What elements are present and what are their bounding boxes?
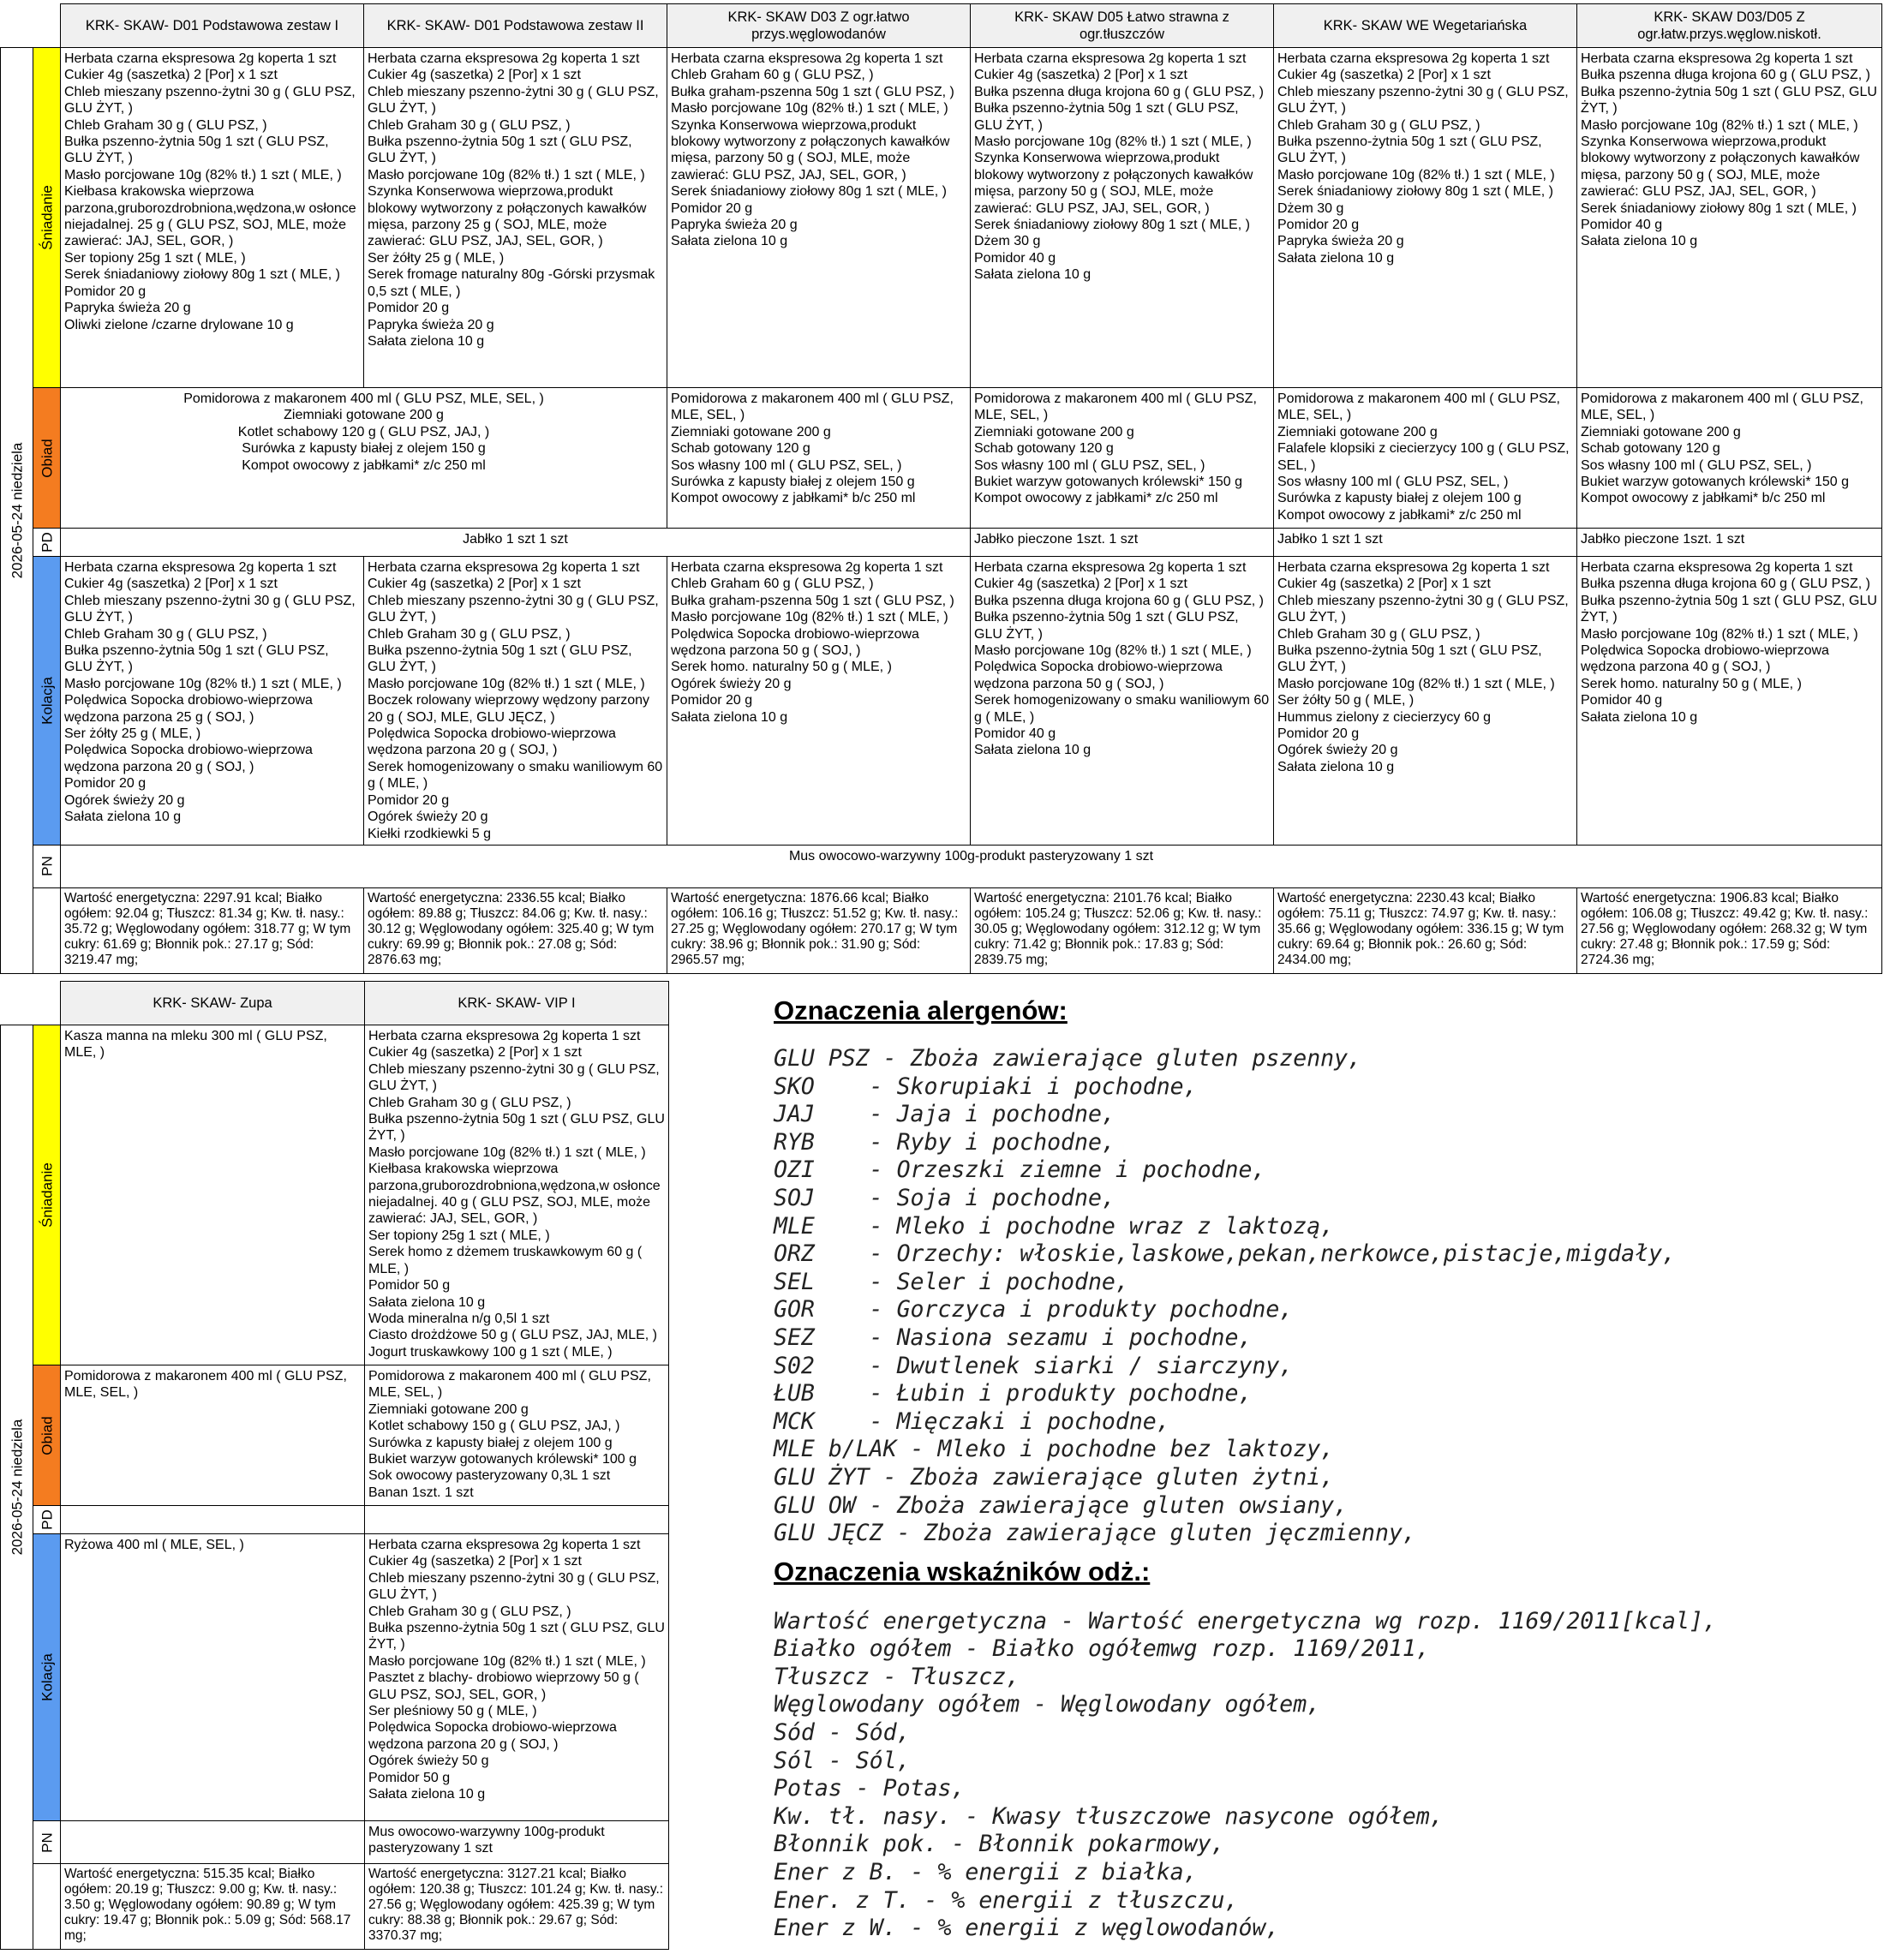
menu-cell: [61, 48, 364, 388]
menu-item: Chleb Graham 30 g ( GLU PSZ, ): [368, 1604, 571, 1619]
menu-item: Sałata zielona 10 g: [64, 810, 182, 825]
menu-item: Chleb Graham 30 g ( GLU PSZ, ): [64, 626, 267, 642]
menu-item: Bukiet warzyw gotowanych królewski* 100 g: [368, 1452, 637, 1467]
menu-item: Pomidor 20 g: [1277, 218, 1360, 233]
menu-item: Szynka Konserwowa wieprzowa,produkt blokowy wytworzony z połączonych kawałków mięsa, parzony 25 g ( SOJ, MLE, może zawierać: GLU PSZ, JAJ, SEL, GOR, ): [368, 184, 647, 249]
menu-item: Ziemniaki gotowane 200 g: [974, 424, 1134, 439]
menu-item: Ogórek świeży 20 g: [671, 676, 792, 691]
corner-cell: [1, 4, 61, 48]
menu-item: Herbata czarna ekspresowa 2g koperta 1 szt: [368, 1538, 641, 1552]
menu-item: Szynka Konserwowa wieprzowa,produkt blokowy wytworzony z połączonych kawałków mięsa, parzony 50 g ( SOJ, MLE, może zawierać: GLU PSZ, JAJ, SEL, GOR, ): [671, 117, 950, 182]
menu-item: Chleb mieszany pszenno-żytni 30 g ( GLU PSZ, GLU ŻYT, ): [1277, 84, 1569, 117]
menu-item: Serek śniadaniowy ziołowy 80g 1 szt ( MLE, ): [1581, 200, 1857, 216]
legend-line: SKO - Skorupiaki i pochodne,: [774, 1073, 1198, 1100]
menu-item: Schab gotowany 120 g: [974, 441, 1114, 457]
menu-item: Herbata czarna ekspresowa 2g koperta 1 szt: [974, 51, 1247, 66]
menu-item: Kompot owocowy z jabłkami* b/c 250 ml: [671, 491, 916, 506]
menu-item: Schab gotowany 120 g: [1581, 441, 1720, 457]
menu-item: Kasza manna na mleku 300 ml ( GLU PSZ, MLE, ): [64, 1029, 327, 1061]
menu-cell: [971, 388, 1274, 529]
menu-item: Kompot owocowy z jabłkami* b/c 250 ml: [1581, 491, 1826, 506]
menu-item: Sok owocowy pasteryzowany 0,3L 1 szt: [368, 1468, 611, 1484]
menu-item: Serek śniadaniowy ziołowy 80g 1 szt ( MLE, ): [974, 218, 1250, 233]
menu-item: Chleb Graham 30 g ( GLU PSZ, ): [64, 117, 267, 133]
menu-item: Boczek rolowany wieprzowy wędzony parzony 20 g ( SOJ, MLE, GLU JĘCZ, ): [368, 693, 650, 725]
menu-item: Pomidor 40 g: [1581, 693, 1663, 708]
meal-label-sniadanie: Śniadanie: [33, 48, 61, 388]
menu-item: Kotlet schabowy 120 g ( GLU PSZ, JAJ, ): [237, 424, 490, 439]
menu-item: Chleb mieszany pszenno-żytni 30 g ( GLU PSZ, GLU ŻYT, ): [1277, 593, 1569, 625]
menu-item: Ser żółty 25 g ( MLE, ): [64, 726, 201, 742]
menu-cell: [1274, 48, 1577, 388]
menu-item: Sałata zielona 10 g: [1581, 234, 1698, 249]
menu-item: Surówka z kapusty białej z olejem 150 g: [242, 441, 486, 457]
menu-item: Pomidorowa z makaronem 400 ml ( GLU PSZ, MLE, SEL, ): [183, 391, 544, 406]
diet-header: KRK- SKAW- Zupa: [61, 982, 365, 1025]
menu-item: Bułka pszenno-żytnia 50g 1 szt ( GLU PSZ, GLU ŻYT, ): [368, 643, 632, 675]
menu-item: Chleb mieszany pszenno-żytni 30 g ( GLU PSZ, GLU ŻYT, ): [64, 593, 356, 625]
meal-label-sniadanie: Śniadanie: [33, 1025, 61, 1365]
menu-item: Masło porcjowane 10g (82% tł.) 1 szt ( MLE, ): [974, 643, 1252, 659]
menu-item: Herbata czarna ekspresowa 2g koperta 1 szt: [368, 1029, 641, 1043]
legend-line: GLU JĘCZ - Zboża zawierające gluten jęczmienny,: [774, 1520, 1416, 1547]
menu-cell: Jabłko 1 szt 1 szt: [1274, 529, 1577, 557]
legend-line: ŁUB - Łubin i produkty pochodne,: [774, 1380, 1253, 1407]
menu-item: Chleb Graham 30 g ( GLU PSZ, ): [368, 117, 571, 133]
menu-item: Serek homo. naturalny 50 g ( MLE, ): [671, 660, 892, 675]
menu-item: Herbata czarna ekspresowa 2g koperta 1 szt: [974, 560, 1247, 575]
menu-item: Sos własny 100 ml ( GLU PSZ, SEL, ): [671, 457, 902, 473]
diet-header: KRK- SKAW- VIP I: [365, 982, 669, 1025]
menu-item: Cukier 4g (saszetka) 2 [Por] x 1 szt: [368, 577, 581, 592]
menu-item: Szynka Konserwowa wieprzowa,produkt blokowy wytworzony z połączonych kawałków mięsa, parzony 50 g ( SOJ, MLE, może zawierać: GLU PSZ, JAJ, SEL, GOR, ): [1581, 134, 1860, 200]
menu-item: Pomidor 20 g: [1277, 726, 1360, 742]
menu-item: Bułka pszenno-żytnia 50g 1 szt ( GLU PSZ, GLU ŻYT, ): [368, 1112, 665, 1144]
menu-item: Sos własny 100 ml ( GLU PSZ, SEL, ): [974, 457, 1205, 473]
menu-cell: [365, 1534, 669, 1821]
menu-item: Kiełbasa krakowska wieprzowa parzona,gruborozdrobniona,wędzona,w osłonce niejadalnej. 40 g ( GLU PSZ, SOJ, MLE, może zawierać: JAJ, SEL, GOR, ): [368, 1162, 661, 1227]
menu-item: Woda mineralna n/g 0,5l 1 szt: [368, 1311, 550, 1326]
menu-item: Papryka świeża 20 g: [368, 317, 494, 332]
menu-cell-merged: Mus owocowo-warzywny 100g-produkt pasteryzowany 1 szt: [61, 845, 1882, 887]
menu-item: Ogórek świeży 20 g: [64, 792, 185, 808]
menu-cell: [971, 48, 1274, 388]
menu-item: Sałata zielona 10 g: [368, 1294, 486, 1310]
menu-item: Herbata czarna ekspresowa 2g koperta 1 szt: [64, 560, 337, 575]
menu-item: Polędwica Sopocka drobiowo-wieprzowa wędzona parzona 20 g ( SOJ, ): [64, 743, 313, 774]
menu-item: Serek homo. naturalny 50 g ( MLE, ): [1581, 676, 1802, 691]
menu-cell: Jabłko pieczone 1szt. 1 szt: [1577, 529, 1882, 557]
date-label: 2026-05-24 niedziela: [8, 1419, 25, 1556]
menu-item: Masło porcjowane 10g (82% tł.) 1 szt ( MLE, ): [64, 167, 342, 182]
legend-line: Węglowodany ogółem - Węglowodany ogółem,: [774, 1691, 1321, 1718]
menu-cell: [667, 48, 971, 388]
nutrition-cell: Wartość energetyczna: 2230.43 kcal; Białko ogółem: 75.11 g; Tłuszcz: 74.97 g; Kw. tł. nasy.: 35.66 g; Węglowodany ogółem: 336.15 g; W tym cukry: 69.64 g; Błonnik pok.: 26.60 g; Sód: 2434.00 mg;: [1274, 887, 1577, 973]
legend-line: Kw. tł. nasy. - Kwasy tłuszczowe nasycone ogółem,: [774, 1802, 1444, 1830]
menu-item: Bułka pszenno-żytnia 50g 1 szt ( GLU PSZ, GLU ŻYT, ): [1277, 134, 1542, 166]
menu-item: Serek homo z dżemem truskawkowym 60 g ( MLE, ): [368, 1245, 643, 1276]
menu-item: Cukier 4g (saszetka) 2 [Por] x 1 szt: [368, 68, 581, 83]
legend-line: SEZ - Nasiona sezamu i pochodne,: [774, 1324, 1253, 1351]
menu-item: Hummus zielony z ciecierzycy 60 g: [1277, 709, 1491, 725]
menu-cell: [1577, 48, 1882, 388]
legend: [774, 995, 1879, 1943]
menu-item: Bułka graham-pszenna 50g 1 szt ( GLU PSZ, ): [671, 593, 954, 608]
menu-item: Polędwica Sopocka drobiowo-wieprzowa wędzona parzona 50 g ( SOJ, ): [974, 660, 1223, 691]
nutrition-cell: Wartość energetyczna: 1876.66 kcal; Białko ogółem: 106.16 g; Tłuszcz: 51.52 g; Kw. tł. nasy.: 27.25 g; Węglowodany ogółem: 270.17 g; W tym cukry: 38.96 g; Błonnik pok.: 31.90 g; Sód: 2965.57 mg;: [667, 887, 971, 973]
menu-item: Sałata zielona 10 g: [974, 743, 1092, 758]
nutrition-cell: Wartość energetyczna: 2297.91 kcal; Białko ogółem: 92.04 g; Tłuszcz: 81.34 g; Kw. tł. nasy.: 35.72 g; Węglowodany ogółem: 318.77 g; W tym cukry: 61.69 g; Błonnik pok.: 27.17 g; Sód: 3219.47 mg;: [61, 887, 364, 973]
legend-line: Białko ogółem - Białko ogółemwg rozp. 1169/2011,: [774, 1635, 1430, 1663]
menu-item: Bułka pszenno-żytnia 50g 1 szt ( GLU PSZ, GLU ŻYT, ): [1581, 593, 1877, 625]
menu-item: Ser topiony 25g 1 szt ( MLE, ): [368, 1228, 550, 1243]
legend-line: S02 - Dwutlenek siarki / siarczyny,: [774, 1352, 1294, 1379]
menu-item: Cukier 4g (saszetka) 2 [Por] x 1 szt: [974, 68, 1187, 83]
legend-line: MLE b/LAK - Mleko i pochodne bez laktozy,: [774, 1436, 1335, 1463]
menu-item: Pomidorowa z makaronem 400 ml ( GLU PSZ, MLE, SEL, ): [1581, 391, 1863, 423]
diet-header: KRK- SKAW- D01 Podstawowa zestaw I: [61, 4, 364, 48]
allergens-title: Oznaczenia alergenów:: [774, 995, 1068, 1025]
menu-item: Masło porcjowane 10g (82% tł.) 1 szt ( MLE, ): [1581, 117, 1858, 133]
menu-cell: [971, 557, 1274, 846]
menu-item: Chleb Graham 30 g ( GLU PSZ, ): [1277, 626, 1480, 642]
legend-line: GLU ŻYT - Zboża zawierające gluten żytni,: [774, 1463, 1335, 1491]
menu-item: Ziemniaki gotowane 200 g: [284, 408, 444, 423]
allergens-list: [774, 1045, 1879, 1548]
menu-item: Bułka pszenno-żytnia 50g 1 szt ( GLU PSZ, GLU ŻYT, ): [974, 610, 1239, 642]
menu-item: Chleb Graham 30 g ( GLU PSZ, ): [368, 1095, 571, 1110]
menu-item: Kompot owocowy z jabłkami* z/c 250 ml: [1277, 507, 1522, 523]
menu-item: Herbata czarna ekspresowa 2g koperta 1 szt: [671, 51, 943, 66]
menu-item: Ogórek świeży 20 g: [1277, 743, 1398, 758]
diet-header: KRK- SKAW D03/D05 Z ogr.łatw.przys.węglow.niskotł.: [1577, 4, 1882, 48]
menu-item: Pomidor 20 g: [671, 200, 753, 216]
menu-item: Ziemniaki gotowane 200 g: [1581, 424, 1741, 439]
diet-header: KRK- SKAW- D01 Podstawowa zestaw II: [364, 4, 667, 48]
date-cell: [1, 48, 33, 974]
menu-item: Serek homogenizowany o smaku waniliowym 60 g ( MLE, ): [974, 693, 1270, 725]
menu-item: Serek śniadaniowy ziołowy 80g 1 szt ( MLE, ): [1277, 184, 1553, 200]
menu-item: Sałata zielona 10 g: [974, 267, 1092, 283]
menu-item: Masło porcjowane 10g (82% tł.) 1 szt ( MLE, ): [1581, 626, 1858, 642]
legend-line: OZI - Orzeszki ziemne i pochodne,: [774, 1156, 1266, 1184]
menu-item: Bułka graham-pszenna 50g 1 szt ( GLU PSZ, ): [671, 84, 954, 99]
menu-item: Herbata czarna ekspresowa 2g koperta 1 szt: [1581, 51, 1853, 66]
menu-item: Kiełki rzodkiewki 5 g: [368, 826, 492, 841]
menu-cell: [365, 1365, 669, 1506]
menu-item: Dżem 30 g: [974, 234, 1041, 249]
legend-line: SOJ - Soja i pochodne,: [774, 1184, 1115, 1211]
menu-item: Pomidor 20 g: [368, 301, 450, 316]
menu-item: Serek śniadaniowy ziołowy 80g 1 szt ( MLE, ): [671, 184, 947, 200]
menu-item: Masło porcjowane 10g (82% tł.) 1 szt ( MLE, ): [368, 676, 645, 691]
menu-item: Masło porcjowane 10g (82% tł.) 1 szt ( MLE, ): [368, 1144, 646, 1160]
menu-cell: [1577, 557, 1882, 846]
menu-item: Masło porcjowane 10g (82% tł.) 1 szt ( MLE, ): [974, 134, 1252, 150]
menu-item: Bułka pszenno-żytnia 50g 1 szt ( GLU PSZ, GLU ŻYT, ): [1277, 643, 1542, 675]
menu-cell: [61, 1821, 365, 1864]
meal-label-pn: PN: [33, 1821, 61, 1864]
meal-label-pd: PD: [33, 1506, 61, 1534]
legend-line: Ener z B. - % energii z białka,: [774, 1859, 1198, 1886]
menu-item: Ciasto drożdżowe 50 g ( GLU PSZ, JAJ, MLE, ): [368, 1328, 658, 1343]
menu-item: Bukiet warzyw gotowanych królewski* 150 g: [974, 475, 1243, 490]
corner-cell: [1, 982, 61, 1025]
menu-item: Sałata zielona 10 g: [1277, 759, 1395, 774]
menu-item: Pomidor 40 g: [1581, 218, 1663, 233]
menu-item: Bukiet warzyw gotowanych królewski* 150 g: [1581, 475, 1850, 490]
diet-header: KRK- SKAW D03 Z ogr.łatwo przys.węglowodanów: [667, 4, 971, 48]
menu-item: Ziemniaki gotowane 200 g: [368, 1401, 529, 1417]
menu-table-2: [0, 981, 669, 1950]
menu-item: Bułka pszenna długa krojona 60 g ( GLU PSZ, ): [974, 593, 1264, 608]
menu-item: Banan 1szt. 1 szt: [368, 1485, 474, 1500]
date-label: 2026-05-24 niedziela: [8, 442, 25, 579]
menu-item: Sałata zielona 10 g: [671, 709, 788, 725]
menu-item: Kompot owocowy z jabłkami* z/c 250 ml: [974, 491, 1218, 506]
menu-item: Bułka pszenno-żytnia 50g 1 szt ( GLU PSZ, GLU ŻYT, ): [974, 101, 1239, 133]
menu-item: Surówka z kapusty białej z olejem 100 g: [1277, 491, 1522, 506]
menu-item: Masło porcjowane 10g (82% tł.) 1 szt ( MLE, ): [671, 101, 948, 117]
menu-item: Surówka z kapusty białej z olejem 100 g: [368, 1435, 613, 1450]
menu-cell: [1577, 388, 1882, 529]
menu-cell: [364, 48, 667, 388]
menu-item: Herbata czarna ekspresowa 2g koperta 1 szt: [368, 560, 640, 575]
indicators-list: [774, 1608, 1879, 1943]
menu-cell: [1274, 388, 1577, 529]
diet-header: KRK- SKAW D05 Łatwo strawna z ogr.tłuszczów: [971, 4, 1274, 48]
nutrition-cell: Wartość energetyczna: 1906.83 kcal; Białko ogółem: 106.08 g; Tłuszcz: 49.42 g; Kw. tł. nasy.: 27.56 g; Węglowodany ogółem: 268.32 g; W tym cukry: 27.48 g; Błonnik pok.: 17.59 g; Sód: 2724.36 mg;: [1577, 887, 1882, 973]
menu-item: Ryżowa 400 ml ( MLE, SEL, ): [64, 1538, 244, 1552]
menu-item: Herbata czarna ekspresowa 2g koperta 1 szt: [671, 560, 943, 575]
menu-item: Sos własny 100 ml ( GLU PSZ, SEL, ): [1277, 475, 1509, 490]
menu-item: Ser topiony 25g 1 szt ( MLE, ): [64, 250, 246, 266]
date-cell: [1, 1025, 33, 1950]
menu-item: Masło porcjowane 10g (82% tł.) 1 szt ( MLE, ): [1277, 676, 1555, 691]
menu-cell: [61, 1534, 365, 1821]
legend-line: RYB - Ryby i pochodne,: [774, 1128, 1115, 1156]
meal-label-obiad: Obiad: [33, 388, 61, 529]
nutrition-label-cell: [33, 1864, 61, 1950]
menu-item: Pomidor 40 g: [974, 726, 1056, 742]
legend-line: Tłuszcz - Tłuszcz,: [774, 1663, 1020, 1690]
meal-label-pn: PN: [33, 845, 61, 887]
menu-item: Bułka pszenna długa krojona 60 g ( GLU PSZ, ): [974, 84, 1264, 99]
menu-item: Dżem 30 g: [1277, 200, 1344, 216]
legend-line: GLU PSZ - Zboża zawierające gluten pszenny,: [774, 1045, 1362, 1072]
menu-item: Herbata czarna ekspresowa 2g koperta 1 szt: [368, 51, 640, 66]
legend-line: ORZ - Orzechy: włoskie,laskowe,pekan,nerkowce,pistacje,migdały,: [774, 1240, 1676, 1268]
menu-item: Sos własny 100 ml ( GLU PSZ, SEL, ): [1581, 457, 1812, 473]
legend-line: Wartość energetyczna - Wartość energetyczna wg rozp. 1169/2011[kcal],: [774, 1607, 1717, 1634]
menu-item: Ziemniaki gotowane 200 g: [671, 424, 831, 439]
menu-item: Bułka pszenno-żytnia 50g 1 szt ( GLU PSZ, GLU ŻYT, ): [64, 643, 329, 675]
menu-item: Pomidor 40 g: [974, 250, 1056, 266]
legend-line: Sól - Sól,: [774, 1747, 911, 1774]
menu-item: Chleb Graham 30 g ( GLU PSZ, ): [368, 626, 571, 642]
meal-label-obiad: Obiad: [33, 1365, 61, 1506]
menu-item: Kiełbasa krakowska wieprzowa parzona,gruborozdrobniona,wędzona,w osłonce niejadalnej. 25 g ( GLU PSZ, SOJ, MLE, może zawierać: JAJ, SEL, GOR, ): [64, 184, 356, 249]
menu-item: Bułka pszenna długa krojona 60 g ( GLU PSZ, ): [1581, 577, 1870, 592]
legend-line: Sód - Sód,: [774, 1719, 911, 1747]
menu-item: Cukier 4g (saszetka) 2 [Por] x 1 szt: [974, 577, 1187, 592]
menu-cell: [61, 557, 364, 846]
menu-item: Chleb mieszany pszenno-żytni 30 g ( GLU PSZ, GLU ŻYT, ): [368, 593, 659, 625]
menu-item: Herbata czarna ekspresowa 2g koperta 1 szt: [1277, 51, 1550, 66]
menu-item: Bułka pszenno-żytnia 50g 1 szt ( GLU PSZ, GLU ŻYT, ): [368, 134, 632, 166]
menu-item: Kotlet schabowy 150 g ( GLU PSZ, JAJ, ): [368, 1419, 620, 1434]
diet-header: KRK- SKAW WE Wegetariańska: [1274, 4, 1577, 48]
menu-item: Polędwica Sopocka drobiowo-wieprzowa wędzona parzona 50 g ( SOJ, ): [671, 626, 919, 659]
menu-item: Herbata czarna ekspresowa 2g koperta 1 szt: [1581, 560, 1853, 575]
menu-item: Cukier 4g (saszetka) 2 [Por] x 1 szt: [368, 1554, 582, 1569]
nutrition-cell: Wartość energetyczna: 515.35 kcal; Białko ogółem: 20.19 g; Tłuszcz: 9.00 g; Kw. tł. nasy.: 3.50 g; Węglowodany ogółem: 90.89 g; W tym cukry: 19.47 g; Błonnik pok.: 5.09 g; Sód: 568.17 mg;: [61, 1864, 365, 1950]
menu-item: Serek homogenizowany o smaku waniliowym 60 g ( MLE, ): [368, 759, 663, 792]
menu-item: Ser żółty 50 g ( MLE, ): [1277, 693, 1414, 708]
menu-table-1: [0, 3, 1882, 974]
menu-item: Sałata zielona 10 g: [1581, 709, 1698, 725]
menu-cell: [667, 557, 971, 846]
menu-item: Pomidorowa z makaronem 400 ml ( GLU PSZ, MLE, SEL, ): [64, 1369, 347, 1401]
menu-item: Polędwica Sopocka drobiowo-wieprzowa wędzona parzona 40 g ( SOJ, ): [1581, 643, 1829, 675]
menu-cell: [365, 1506, 669, 1534]
menu-item: Bułka pszenna długa krojona 60 g ( GLU PSZ, ): [1581, 68, 1870, 83]
menu-cell: [61, 1506, 365, 1534]
menu-item: Cukier 4g (saszetka) 2 [Por] x 1 szt: [1277, 68, 1491, 83]
legend-line: Ener. z T. - % energii z tłuszczu,: [774, 1886, 1239, 1914]
menu-item: Masło porcjowane 10g (82% tł.) 1 szt ( MLE, ): [368, 1653, 646, 1669]
menu-item: Herbata czarna ekspresowa 2g koperta 1 szt: [1277, 560, 1550, 575]
menu-item: Masło porcjowane 10g (82% tł.) 1 szt ( MLE, ): [368, 167, 645, 182]
menu-item: Bułka pszenno-żytnia 50g 1 szt ( GLU PSZ, GLU ŻYT, ): [64, 134, 329, 166]
menu-cell-merged: Jabłko 1 szt 1 szt: [61, 529, 971, 557]
legend-line: Ener z W. - % energii z węglowodanów,: [774, 1915, 1280, 1942]
menu-item: Sałata zielona 10 g: [671, 234, 788, 249]
menu-item: Szynka Konserwowa wieprzowa,produkt blokowy wytworzony z połączonych kawałków mięsa, parzony 50 g ( SOJ, MLE, może zawierać: GLU PSZ, JAJ, SEL, GOR, ): [974, 151, 1253, 216]
menu-item: Papryka świeża 20 g: [671, 218, 798, 233]
menu-item: Pomidor 20 g: [671, 693, 753, 708]
menu-item: Papryka świeża 20 g: [1277, 234, 1404, 249]
menu-cell: [61, 1365, 365, 1506]
menu-cell: [1274, 557, 1577, 846]
menu-cell-merged: [61, 388, 667, 529]
menu-item: Chleb mieszany pszenno-żytni 30 g ( GLU PSZ, GLU ŻYT, ): [368, 1061, 660, 1094]
menu-item: Sałata zielona 10 g: [1277, 250, 1395, 266]
menu-item: Polędwica Sopocka drobiowo-wieprzowa wędzona parzona 20 g ( SOJ, ): [368, 726, 616, 758]
menu-item: Pomidorowa z makaronem 400 ml ( GLU PSZ, MLE, SEL, ): [974, 391, 1257, 423]
menu-cell: [61, 1025, 365, 1365]
menu-item: Cukier 4g (saszetka) 2 [Por] x 1 szt: [64, 68, 278, 83]
menu-item: Papryka świeża 20 g: [64, 301, 191, 316]
menu-item: Chleb Graham 60 g ( GLU PSZ, ): [671, 68, 874, 83]
menu-item: Chleb mieszany pszenno-żytni 30 g ( GLU PSZ, GLU ŻYT, ): [368, 1570, 660, 1603]
indicators-title: Oznaczenia wskaźników odż.:: [774, 1556, 1151, 1587]
menu-item: Serek fromage naturalny 80g -Górski przysmak 0,5 szt ( MLE, ): [368, 267, 655, 299]
menu-item: Bułka pszenno-żytnia 50g 1 szt ( GLU PSZ, GLU ŻYT, ): [1581, 84, 1877, 117]
meal-label-kolacja: Kolacja: [33, 557, 61, 846]
menu-item: Ser żółty 25 g ( MLE, ): [368, 250, 505, 266]
menu-item: Sałata zielona 10 g: [368, 1787, 486, 1802]
menu-item: Jogurt truskawkowy 100 g 1 szt ( MLE, ): [368, 1344, 613, 1359]
menu-item: Pasztet z blachy- drobiowo wieprzowy 50 g ( GLU PSZ, SOJ, SEL, GOR, ): [368, 1670, 639, 1702]
menu-item: Polędwica Sopocka drobiowo-wieprzowa wędzona parzona 25 g ( SOJ, ): [64, 693, 313, 725]
menu-item: Ser pleśniowy 50 g ( MLE, ): [368, 1704, 537, 1719]
menu-item: Masło porcjowane 10g (82% tł.) 1 szt ( MLE, ): [1277, 167, 1555, 182]
menu-item: Pomidorowa z makaronem 400 ml ( GLU PSZ, MLE, SEL, ): [671, 391, 954, 423]
menu-item: Cukier 4g (saszetka) 2 [Por] x 1 szt: [1277, 577, 1491, 592]
menu-item: Pomidorowa z makaronem 400 ml ( GLU PSZ, MLE, SEL, ): [1277, 391, 1560, 423]
menu-item: Chleb mieszany pszenno-żytni 30 g ( GLU PSZ, GLU ŻYT, ): [64, 84, 356, 117]
legend-line: JAJ - Jaja i pochodne,: [774, 1101, 1115, 1128]
nutrition-cell: Wartość energetyczna: 2336.55 kcal; Białko ogółem: 89.88 g; Tłuszcz: 84.06 g; Kw. tł. nasy.: 30.12 g; Węglowodany ogółem: 325.40 g; W tym cukry: 69.99 g; Błonnik pok.: 27.08 g; Sód: 2876.63 mg;: [364, 887, 667, 973]
menu-item: Pomidor 20 g: [64, 776, 147, 792]
menu-item: Pomidor 20 g: [368, 792, 450, 808]
menu-item: Chleb mieszany pszenno-żytni 30 g ( GLU PSZ, GLU ŻYT, ): [368, 84, 659, 117]
nutrition-cell: Wartość energetyczna: 2101.76 kcal; Białko ogółem: 105.24 g; Tłuszcz: 52.06 g; Kw. tł. nasy.: 30.05 g; Węglowodany ogółem: 312.12 g; W tym cukry: 71.42 g; Błonnik pok.: 17.83 g; Sód: 2839.75 mg;: [971, 887, 1274, 973]
meal-label-kolacja: Kolacja: [33, 1534, 61, 1821]
menu-item: Schab gotowany 120 g: [671, 441, 810, 457]
legend-line: GOR - Gorczyca i produkty pochodne,: [774, 1296, 1294, 1324]
menu-item: Pomidorowa z makaronem 400 ml ( GLU PSZ, MLE, SEL, ): [368, 1369, 651, 1401]
menu-item: Pomidor 50 g: [368, 1770, 451, 1785]
menu-item: Sałata zielona 10 g: [368, 333, 485, 349]
menu-item: Herbata czarna ekspresowa 2g koperta 1 szt: [64, 51, 337, 66]
legend-line: GLU OW - Zboża zawierające gluten owsiany,: [774, 1491, 1349, 1519]
legend-line: MCK - Mięczaki i pochodne,: [774, 1407, 1170, 1435]
menu-item: Chleb Graham 30 g ( GLU PSZ, ): [1277, 117, 1480, 133]
menu-item: Ogórek świeży 50 g: [368, 1754, 489, 1769]
menu-cell: Jabłko pieczone 1szt. 1 szt: [971, 529, 1274, 557]
menu-item: Polędwica Sopocka drobiowo-wieprzowa wędzona parzona 20 g ( SOJ, ): [368, 1720, 617, 1752]
menu-item: Kompot owocowy z jabłkami* z/c 250 ml: [242, 457, 486, 473]
menu-item: Surówka z kapusty białej z olejem 150 g: [671, 475, 915, 490]
menu-item: Masło porcjowane 10g (82% tł.) 1 szt ( MLE, ): [64, 676, 342, 691]
meal-label-pd: PD: [33, 529, 61, 557]
menu-item: Masło porcjowane 10g (82% tł.) 1 szt ( MLE, ): [671, 610, 948, 625]
menu-item: Ogórek świeży 20 g: [368, 810, 488, 825]
menu-item: Falafele klopsiki z ciecierzycy 100 g ( GLU PSZ, SEL, ): [1277, 441, 1570, 473]
menu-cell: Mus owocowo-warzywny 100g-produkt pasteryzowany 1 szt: [365, 1821, 669, 1864]
nutrition-label-cell: [33, 887, 61, 973]
menu-cell: [365, 1025, 669, 1365]
menu-item: Pomidor 50 g: [368, 1278, 451, 1294]
legend-line: Potas - Potas,: [774, 1775, 966, 1802]
menu-item: Cukier 4g (saszetka) 2 [Por] x 1 szt: [64, 577, 278, 592]
menu-item: Ziemniaki gotowane 200 g: [1277, 424, 1438, 439]
menu-item: Chleb Graham 60 g ( GLU PSZ, ): [671, 577, 874, 592]
menu-cell: [667, 388, 971, 529]
legend-line: MLE - Mleko i pochodne wraz z laktozą,: [774, 1212, 1335, 1240]
menu-cell: [364, 557, 667, 846]
nutrition-cell: Wartość energetyczna: 3127.21 kcal; Białko ogółem: 120.38 g; Tłuszcz: 101.24 g; Kw. tł. nasy.: 27.56 g; Węglowodany ogółem: 425.39 g; W tym cukry: 88.38 g; Błonnik pok.: 29.67 g; Sód: 3370.37 mg;: [365, 1864, 669, 1950]
menu-item: Serek śniadaniowy ziołowy 80g 1 szt ( MLE, ): [64, 267, 340, 283]
legend-line: SEL - Seler i pochodne,: [774, 1268, 1129, 1295]
menu-item: Cukier 4g (saszetka) 2 [Por] x 1 szt: [368, 1045, 582, 1061]
menu-item: Oliwki zielone /czarne drylowane 10 g: [64, 317, 294, 332]
menu-item: Pomidor 20 g: [64, 284, 147, 299]
legend-line: Błonnik pok. - Błonnik pokarmowy,: [774, 1831, 1225, 1858]
menu-item: Bułka pszenno-żytnia 50g 1 szt ( GLU PSZ, GLU ŻYT, ): [368, 1621, 665, 1652]
